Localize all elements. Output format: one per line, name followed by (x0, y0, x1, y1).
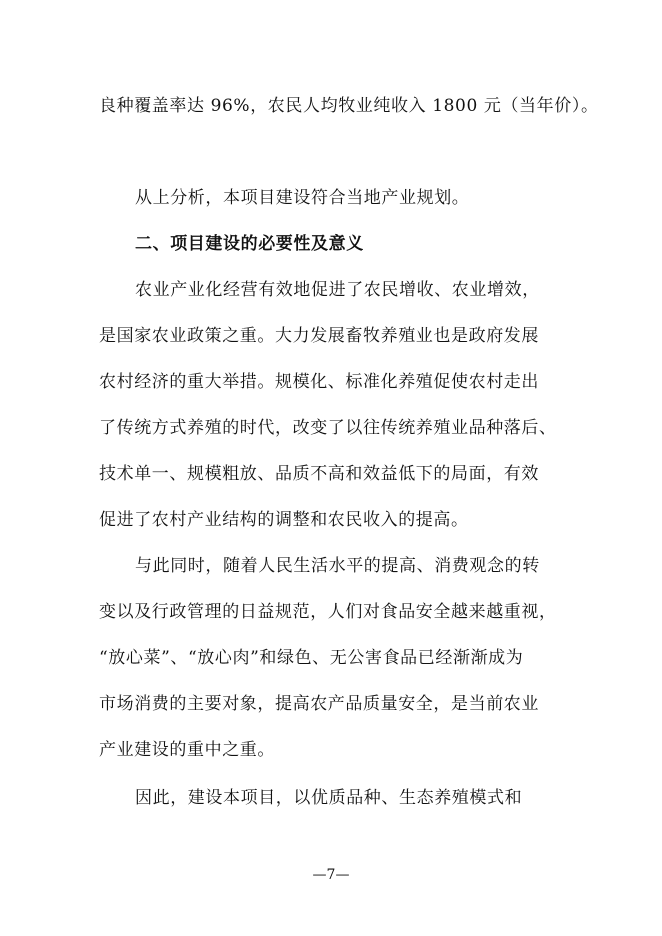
text-line: 是国家农业政策之重。大力发展畜牧养殖业也是政府发展 (99, 326, 539, 346)
text-line: 农业产业化经营有效地促进了农民增收、农业增效， (135, 280, 540, 300)
text-line: 技术单一、规模粗放、品质不高和效益低下的局面，有效 (99, 464, 539, 484)
page-number: —7— (312, 867, 350, 883)
text-line: 产业建设的重中之重。 (99, 740, 275, 760)
text-line: 良种覆盖率达 96%，农民人均牧业纯收入 1800 元（当年价）。 (99, 96, 599, 116)
text-line: 市场消费的主要对象，提高农产品质量安全，是当前农业 (99, 694, 539, 714)
text-line: 从上分析，本项目建设符合当地产业规划。 (135, 188, 470, 208)
text-line: “放心菜”、“放心肉”和绿色、无公害食品已经渐渐成为 (99, 648, 524, 668)
text-line: 变以及行政管理的日益规范，人们对食品安全越来越重视， (99, 602, 557, 622)
text-line: 农村经济的重大举措。规模化、标准化养殖促使农村走出 (99, 372, 539, 392)
text-line: 与此同时，随着人民生活水平的提高、消费观念的转 (135, 556, 540, 576)
text-line: 了传统方式养殖的时代，改变了以往传统养殖业品种落后、 (99, 418, 557, 438)
text-line: 因此，建设本项目，以优质品种、生态养殖模式和 (135, 788, 523, 808)
section-heading: 二、项目建设的必要性及意义 (135, 234, 364, 254)
text-line: 促进了农村产业结构的调整和农民收入的提高。 (99, 510, 469, 530)
